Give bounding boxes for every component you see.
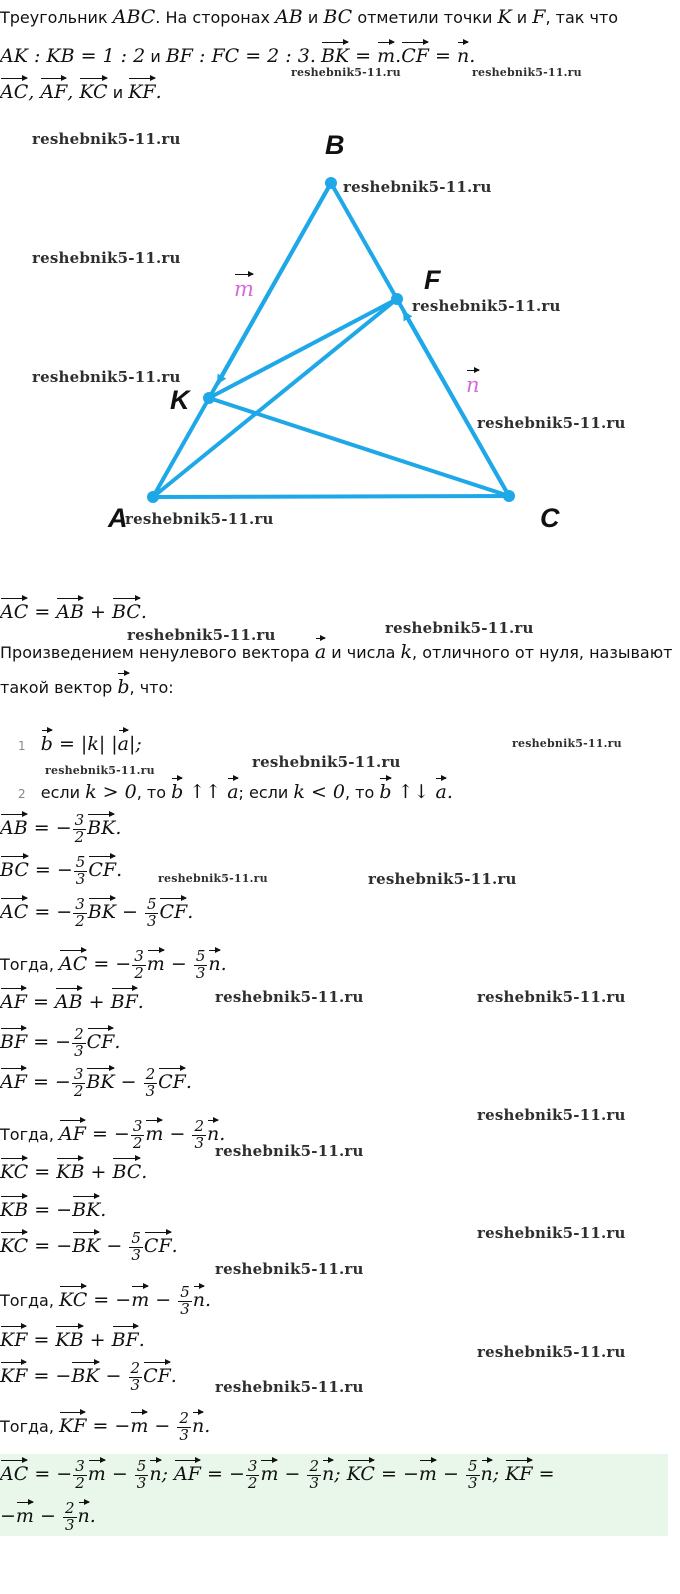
watermark: reshebnik5-11.ru <box>158 872 268 885</box>
label-vector-n: n <box>466 368 480 397</box>
definition-text: ; если <box>238 783 289 802</box>
eq-kc-result: Тогда, KC = −m − $\frac{5}{3}$ n. <box>0 1282 212 1318</box>
watermark: reshebnik5-11.ru <box>368 870 517 888</box>
then-word: Тогда, <box>0 1291 54 1310</box>
math-abc: ABC <box>112 6 156 28</box>
math-ratio-bf-fc: BF : FC = 2 : 3. <box>165 45 316 67</box>
problem-text: отметили точки <box>357 8 493 27</box>
point-k <box>203 392 215 404</box>
watermark: reshebnik5-11.ru <box>252 753 401 771</box>
list-number: 2 <box>18 787 26 801</box>
watermark: reshebnik5-11.ru <box>477 1224 626 1242</box>
then-word: Тогда, <box>0 1417 54 1436</box>
side-ac <box>153 496 509 497</box>
problem-text: и <box>307 8 319 27</box>
definition-text: и числа <box>331 643 396 662</box>
label-a: A <box>108 503 128 533</box>
watermark: reshebnik5-11.ru <box>477 1106 626 1124</box>
label-vector-m: m <box>234 272 254 301</box>
watermark: reshebnik5-11.ru <box>127 626 276 644</box>
watermark: reshebnik5-11.ru <box>215 1260 364 1278</box>
definition-line-2: такой вектор b, что: <box>0 671 174 698</box>
eq-ac-result: Тогда, AC = − $\frac{3}{2}$ m − $\frac{5}{3}$ n. <box>0 946 227 982</box>
point-b <box>325 177 337 189</box>
watermark: reshebnik5-11.ru <box>472 66 582 79</box>
then-word: Тогда, <box>0 1125 54 1144</box>
point-f <box>391 293 403 305</box>
definition-text: , то <box>136 783 166 802</box>
math-ratio-ak-kb: AK : KB = 1 : 2 <box>0 45 146 67</box>
problem-text: Треугольник <box>0 8 108 27</box>
label-f: F <box>424 265 441 295</box>
definition-text: такой вектор <box>0 678 113 697</box>
eq-kf: KF = −BK − $\frac{2}{3}$ CF. <box>0 1358 177 1394</box>
segment-kc <box>209 398 509 496</box>
eq-ac: AC = − $\frac{3}{2}$ BK − $\frac{5}{3}$ CF. <box>0 894 194 930</box>
eq-bc: BC = − $\frac{5}{3}$ CF. <box>0 852 123 888</box>
watermark: reshebnik5-11.ru <box>512 737 622 750</box>
problem-text: и <box>112 83 124 102</box>
watermark: reshebnik5-11.ru <box>385 619 534 637</box>
eq-kf-result: Тогда, KF = −m − $\frac{2}{3}$ n. <box>0 1408 211 1444</box>
definition-text: , что: <box>129 678 174 697</box>
problem-text: . На сторонах <box>155 8 270 27</box>
math-f: F <box>532 6 546 28</box>
watermark: reshebnik5-11.ru <box>215 1378 364 1396</box>
eq-kc: KC = −BK − $\frac{5}{3}$ CF. <box>0 1228 178 1264</box>
watermark: reshebnik5-11.ru <box>32 368 181 386</box>
then-word: Тогда, <box>0 955 54 974</box>
math-k: K <box>497 6 512 28</box>
definition-text: Произведением ненулевого вектора <box>0 643 310 662</box>
math-ab: AB <box>275 6 303 28</box>
answer-line-1: AC = − $\frac{3}{2}$ m − $\frac{5}{3}$ n; AF = − $\frac{3}{2}$ m − $\frac{2}{3}$ n; KC = −m − $\frac{5}{3}$ n; KF = <box>0 1456 555 1492</box>
watermark: reshebnik5-11.ru <box>125 510 274 528</box>
watermark: reshebnik5-11.ru <box>477 988 626 1006</box>
problem-line-2: AK : KB = 1 : 2 и BF : FC = 2 : 3. BK = m.CF = n. <box>0 40 475 67</box>
eq-ac-sum: AC = AB + BC. <box>0 596 147 623</box>
problem-line-3: AC, AF, KC и KF. <box>0 76 162 103</box>
problem-line-1 <box>0 6 618 28</box>
watermark: reshebnik5-11.ru <box>45 764 155 777</box>
watermark: reshebnik5-11.ru <box>215 988 364 1006</box>
eq-af-sum: AF = AB + BF. <box>0 986 144 1013</box>
watermark: reshebnik5-11.ru <box>343 178 492 196</box>
definition-line-1: Произведением ненулевого вектора a и числа k, отличного от нуля, называют <box>0 636 673 663</box>
label-c: C <box>540 503 560 533</box>
definition-item-1: 1 b = |k| |a|; <box>18 728 142 755</box>
watermark: reshebnik5-11.ru <box>477 1343 626 1361</box>
problem-text: и <box>150 47 161 66</box>
answer-line-2: −m − $\frac{2}{3}$ n. <box>0 1498 96 1534</box>
watermark: reshebnik5-11.ru <box>32 130 181 148</box>
triangle-diagram <box>0 100 680 580</box>
point-c <box>503 490 515 502</box>
math-bc: BC <box>323 6 353 28</box>
problem-text: , так что <box>545 8 619 27</box>
definition-text: , то <box>345 783 375 802</box>
eq-kc-sum: KC = KB + BC. <box>0 1156 147 1183</box>
definition-text: если <box>40 783 80 802</box>
problem-text: и <box>516 8 528 27</box>
eq-bf: BF = − $\frac{2}{3}$ CF. <box>0 1024 121 1060</box>
label-b: B <box>325 130 345 160</box>
definition-item-2: 2 если k > 0, то b ↑↑ a; если k < 0, то b ↑↓ a. <box>18 776 453 803</box>
definition-text: , отличного от нуля, называют <box>412 643 673 662</box>
eq-ab: AB = − $\frac{3}{2}$ BK. <box>0 810 122 846</box>
watermark: reshebnik5-11.ru <box>412 297 561 315</box>
point-a <box>147 491 159 503</box>
eq-kf-sum: KF = KB + BF. <box>0 1324 145 1351</box>
eq-kb: KB = −BK. <box>0 1194 106 1221</box>
watermark: reshebnik5-11.ru <box>32 249 181 267</box>
eq-af: AF = − $\frac{3}{2}$ BK − $\frac{2}{3}$ CF. <box>0 1064 192 1100</box>
watermark: reshebnik5-11.ru <box>477 414 626 432</box>
eq-af-result: Тогда, AF = − $\frac{3}{2}$ m − $\frac{2}{3}$ n. <box>0 1116 226 1152</box>
watermark: reshebnik5-11.ru <box>291 66 401 79</box>
label-k: K <box>170 385 190 415</box>
watermark: reshebnik5-11.ru <box>215 1142 364 1160</box>
list-number: 1 <box>18 739 26 753</box>
